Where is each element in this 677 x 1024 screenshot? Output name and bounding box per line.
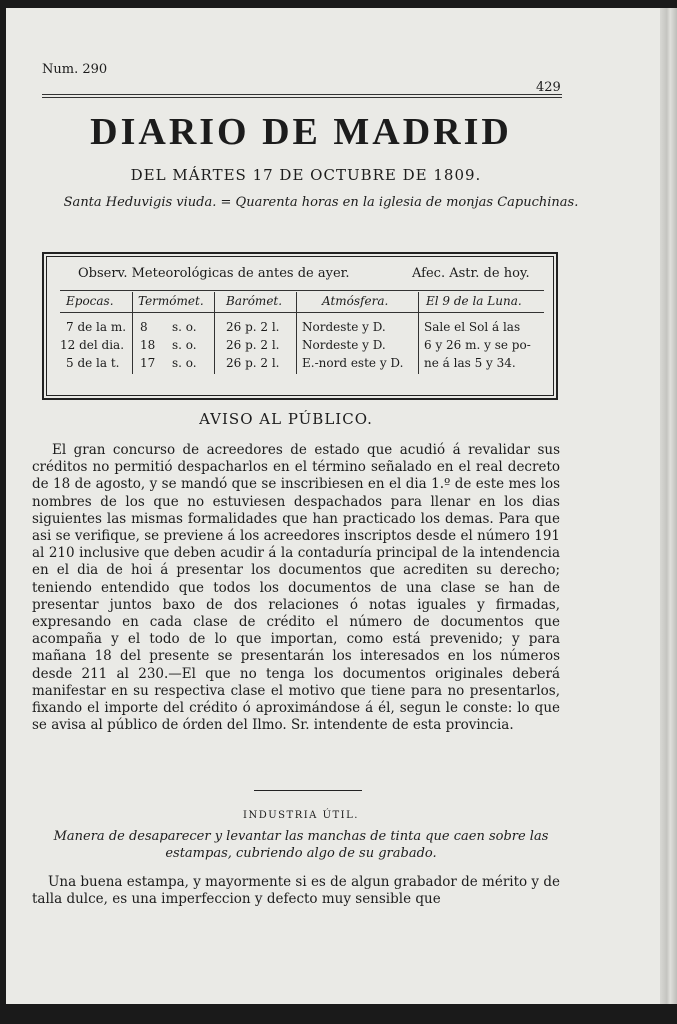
col-header-termometro: Termómet. [138,294,204,308]
col-divider [214,292,215,374]
term-unit-cell: s. o. [172,356,197,370]
issue-number: Num. 290 [42,62,108,77]
aviso-heading: AVISO AL PÚBLICO. [199,410,373,428]
atm-cell: Nordeste y D. [302,320,386,334]
atm-cell: E.-nord este y D. [302,356,404,370]
col-header-epocas: Epocas. [66,294,114,308]
col-header-barometro: Barómet. [226,294,283,308]
weather-left-title: Observ. Meteorológicas de antes de ayer. [78,266,350,281]
epoca-cell: 5 de la t. [66,356,120,370]
barom-cell: 26 p. 2 l. [226,338,280,352]
term-value-cell: 8 [140,320,148,334]
industria-subtitle: Manera de desaparecer y levantar las manchas de tinta que caen sobre las estampas, cubriendo algo de su grabado. [53,829,549,861]
issue-date: DEL MÁRTES 17 DE OCTUBRE DE 1809. [130,166,482,184]
header-rule [42,94,562,98]
industria-heading: INDUSTRIA ÚTIL. [243,810,359,821]
col-divider [132,292,133,374]
term-value-cell: 17 [140,356,156,370]
barom-cell: 26 p. 2 l. [226,320,280,334]
industria-body: Una buena estampa, y mayormente si es de algun grabador de mérito y de talla dulce, es una imperfeccion y defecto muy sensible que [32,874,560,908]
aviso-body: El gran concurso de acreedores de estado que acudió á revalidar sus créditos no permitió despacharlos en el término señalado en el real decreto de 18 de agosto, y se mandó que se inscribiesen en el dia 1.º de este mes los nombres de los que no estuviesen despachados para llenar en los dias siguientes las mismas formalidades que han practicado los demas. Para que asi se verifique, se previene á los acreedores inscriptos desde el número 191 al 210 inclusive que deben acudir á la contaduría principal de la intendencia en el dia de hoi á presentar los documentos que acrediten su derecho; teniendo entendido que todos los documentos de una clase se han de presentar juntos baxo de dos relaciones ó notas iguales y firmadas, expresando en cada clase de crédito el número de documentos que acompaña y el todo de lo que importan, como está prevenido; y para mañana 18 del presente se presentarán los interesados en los números desde 211 al 230.—El que no tenga los documentos originales deberá manifestar en su respectiva clase el motivo que tiene para no presentarlos, fixando el importe del crédito ó aproximándose á él, segun le conste: lo que se avisa al público de órden del Ilmo. Sr. intendente de esta provincia. [32,442,560,734]
astro-line: 6 y 26 m. y se po- [424,338,531,352]
term-unit-cell: s. o. [172,338,197,352]
page-edge [660,8,677,1004]
col-divider [418,292,419,374]
masthead-title: DIARIO DE MADRID [90,111,512,153]
saint-of-day: Santa Heduvigis viuda. = Quarenta horas en la iglesia de monjas Capuchinas. [63,195,579,210]
table-rule-top [60,290,544,291]
term-value-cell: 18 [140,338,156,352]
astro-line: ne á las 5 y 34. [424,356,516,370]
term-unit-cell: s. o. [172,320,197,334]
page-number: 429 [536,80,561,95]
col-header-luna: El 9 de la Luna. [426,294,522,308]
astro-line: Sale el Sol á las [424,320,521,334]
newspaper-page [6,8,660,1004]
epoca-cell: 12 del dia. [60,338,125,352]
epoca-cell: 7 de la m. [66,320,127,334]
section-divider [254,790,362,791]
col-header-atmosfera: Atmósfera. [322,294,389,308]
col-divider [296,292,297,374]
weather-right-title: Afec. Astr. de hoy. [412,266,530,281]
barom-cell: 26 p. 2 l. [226,356,280,370]
atm-cell: Nordeste y D. [302,338,386,352]
weather-table [42,252,558,400]
